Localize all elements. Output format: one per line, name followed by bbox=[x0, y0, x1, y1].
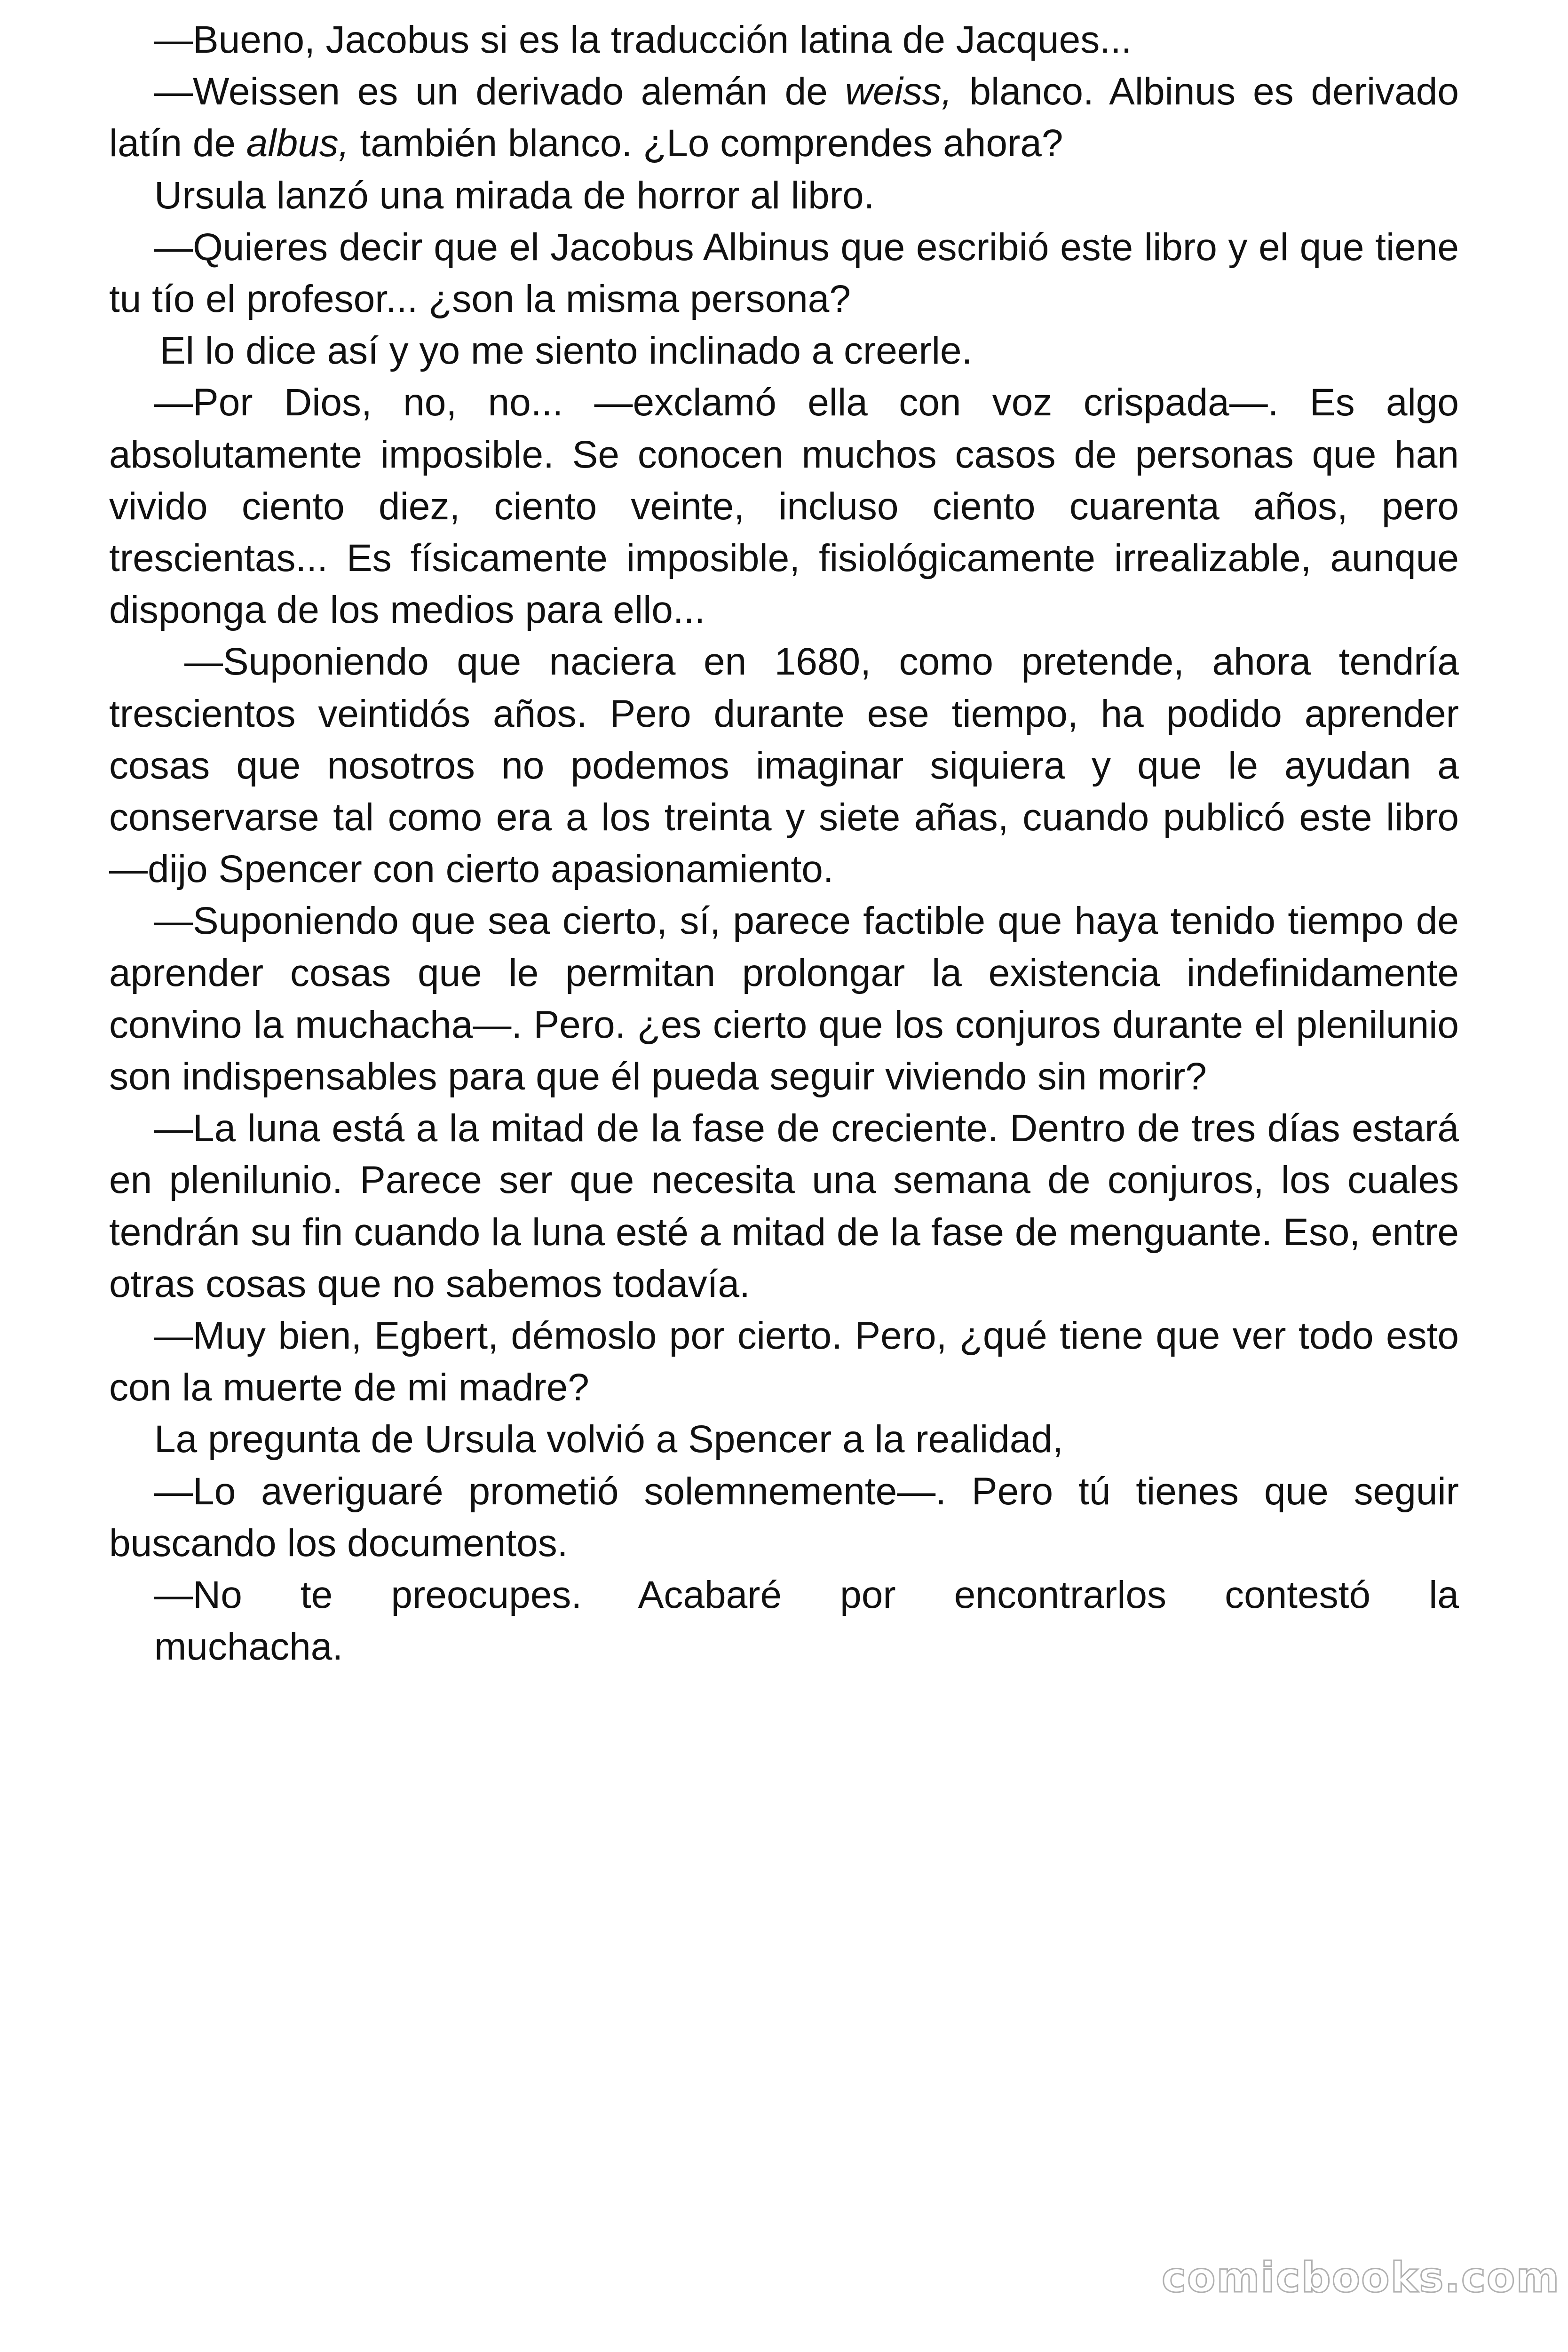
paragraph-4: —Quieres decir que el Jacobus Albinus que escribió este libro y el que tiene tu tío el profesor... ¿son la misma persona? bbox=[109, 225, 1459, 321]
paragraph-2 bbox=[109, 66, 1459, 169]
paragraph-9: —La luna está a la mitad de la fase de creciente. Dentro de tres días estará en plenilunio. Parece ser que necesita una semana de conjuros, los cuales tendrán su fin cuando la luna esté a mitad de la fase de menguante. Eso, entre otras cosas que no sabemos todavía. bbox=[109, 1107, 1459, 1305]
paragraph-1: —Bueno, Jacobus si es la traducción latina de Jacques... bbox=[154, 18, 1132, 61]
paragraph-8: —Suponiendo que sea cierto, sí, parece factible que haya tenido tiempo de aprender cosas que le permitan prolongar la existencia indefinidamente convino la muchacha—. Pero. ¿es cierto que los conjuros durante el plenilunio son indispensables para que él pueda seguir viviendo sin morir? bbox=[109, 899, 1459, 1098]
italic-term-albus: albus, bbox=[246, 122, 349, 165]
paragraph-13-line-1: —No te preocupes. Acabaré por encontrarlos contestó la bbox=[154, 1573, 1459, 1617]
paragraph-12: —Lo averiguaré prometió solemnemente—. Pero tú tienes que seguir buscando los documentos. bbox=[109, 1470, 1459, 1565]
paragraph-11: La pregunta de Ursula volvió a Spencer a la realidad, bbox=[154, 1418, 1063, 1461]
paragraph-3: Ursula lanzó una mirada de horror al libro. bbox=[154, 174, 875, 217]
paragraph-6: —Por Dios, no, no... —exclamó ella con voz crispada—. Es algo absolutamente imposible. Se conocen muchos casos de personas que han vivido ciento diez, ciento veinte, incluso ciento cuarenta años, pero trescientas... Es físicamente imposible, fisiológicamente irrealizable, aunque disponga de los medios para ello... bbox=[109, 381, 1459, 632]
paragraph-13-line-2: muchacha. bbox=[154, 1625, 343, 1669]
paragraph-2-part-a: —Weissen es un derivado alemán de bbox=[154, 70, 845, 113]
body-text bbox=[109, 14, 1459, 1673]
italic-term-weiss: weiss, bbox=[845, 70, 952, 113]
paragraph-2-part-e: también blanco. ¿Lo comprendes ahora? bbox=[349, 122, 1063, 165]
paragraph-13 bbox=[109, 1569, 1459, 1673]
watermark-logo: comicbooks.com bbox=[1162, 2253, 1560, 2302]
paragraph-7: —Suponiendo que naciera en 1680, como pretende, ahora tendría trescientos veintidós años. Pero durante ese tiempo, ha podido aprender cosas que nosotros no podemos imaginar siquiera y que le ayudan a conservarse tal como era a los treinta y siete añas, cuando publicó este libro —dijo Spencer con cierto apasionamiento. bbox=[109, 640, 1459, 891]
paragraph-5: El lo dice así y yo me siento inclinado a creerle. bbox=[160, 329, 973, 373]
paragraph-10: —Muy bien, Egbert, démoslo por cierto. Pero, ¿qué tiene que ver todo esto con la muerte de mi madre? bbox=[109, 1314, 1459, 1409]
paragraph-2-part-c: blanco. Albinus es derivado latín de bbox=[109, 70, 1459, 165]
